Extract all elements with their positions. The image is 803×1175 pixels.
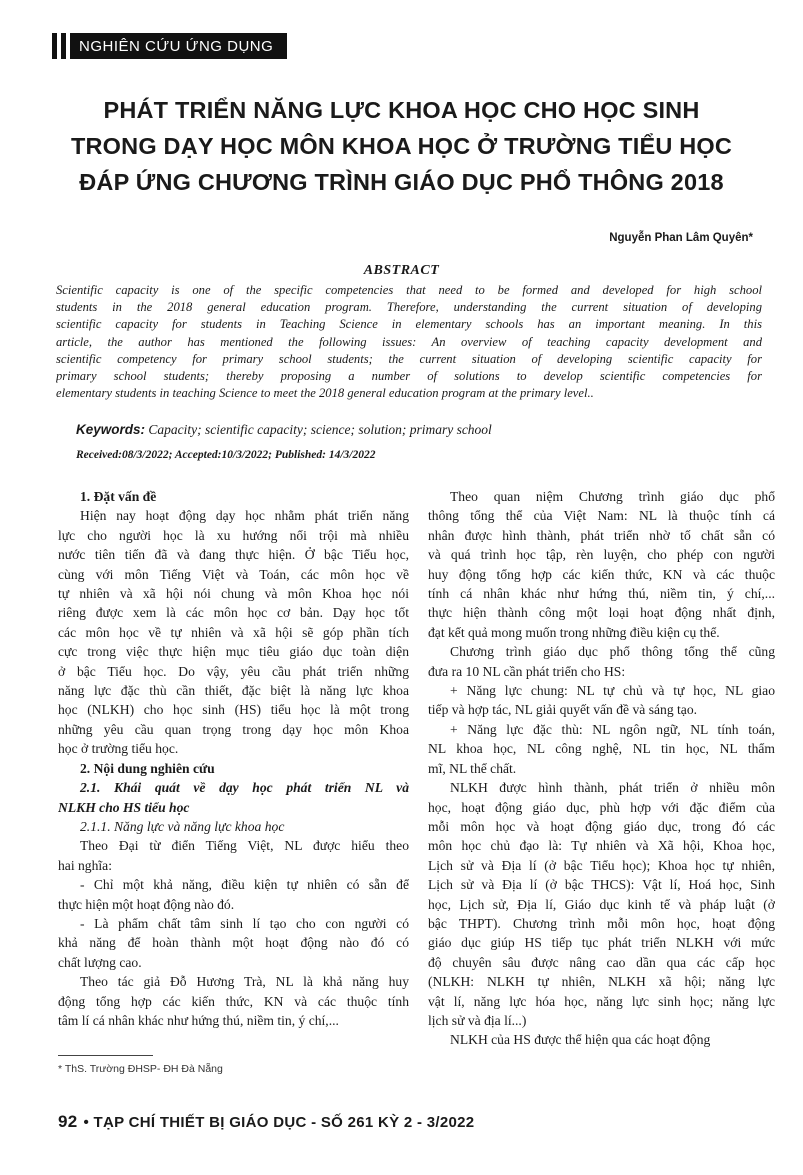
header-bar (61, 33, 66, 59)
body-line: các môn học về tự nhiên và xã hội sẽ góp phần tích (58, 624, 409, 640)
abstract-line: article, the author has mentioned the following issues: An overview of teaching capacity development and (56, 334, 762, 349)
body-line: cực trong việc thực hiện mục tiêu giáo dục toàn diện (58, 644, 409, 660)
body-line: độ chuyên sâu được nâng cao dần qua các cấp học (428, 954, 775, 970)
body-line: đạt kết quả mong muốn trong những điều kiện cụ thể. (428, 624, 720, 640)
header-bar (52, 33, 57, 59)
author-name: Nguyễn Phan Lâm Quyên* (609, 232, 753, 244)
body-line: học (NLKH) cho học sinh (HS) tiểu học là một trong (58, 702, 409, 718)
body-line: khả năng để hoàn thành một hoạt động nào đó có (58, 935, 409, 951)
body-line: Chương trình giáo dục phổ thông tổng thể cũng (450, 644, 775, 660)
body-line: cùng với môn Tiếng Việt và Toán, các môn học về (58, 566, 409, 582)
body-line: động tổng hợp các kiến thức, KN và các thuộc tính (58, 993, 409, 1009)
abstract-line: scientific capacity for students in Teaching Science in elementary schools has an important meaning. In this (56, 317, 762, 332)
footnote: * ThS. Trường ĐHSP- ĐH Đà Nẵng (58, 1063, 223, 1075)
title-line: ĐÁP ỨNG CHƯƠNG TRÌNH GIÁO DỤC PHỔ THÔNG 2018 (79, 169, 724, 195)
keywords-text: Capacity; scientific capacity; science; solution; primary school (145, 422, 492, 437)
body-line: vật lí, năng lực hóa học, năng lực sinh học; năng lực (428, 993, 775, 1009)
keywords (76, 422, 492, 438)
abstract-line: Scientific capacity is one of the specific competencies that need to be formed and developed for high school (56, 283, 762, 297)
body-line: thông tổng thể của Việt Nam: NL là thuộc tính cá (428, 508, 775, 524)
abstract-line: scientific competency for primary school students; the current situation of developing scientific capacity for (56, 351, 762, 366)
body-line: Lịch sử và Địa lí (ở bậc THCS): Vật lí, Hoá học, Sinh (428, 877, 775, 893)
body-line: ở bậc Tiểu học. Do vậy, yêu cầu phát triển những (58, 663, 409, 679)
abstract-line: students in the 2018 general education program. Therefore, understanding the current situation of developing (56, 300, 762, 315)
section-label: NGHIÊN CỨU ỨNG DỤNG (70, 33, 287, 59)
body-line: tự nhiên và xã hội nói chung và môn Khoa học nói (58, 586, 409, 602)
body-line: - Là phẩm chất tâm sinh lí tạo cho con người có (80, 915, 409, 931)
body-line: tâm lí cá nhân khác như hứng thú, niềm tin, ý chí,... (58, 1012, 339, 1028)
journal-name: • TẠP CHÍ THIẾT BỊ GIÁO DỤC - SỐ 261 KỲ 2 - 3/2022 (83, 1114, 475, 1131)
body-line: NL khoa học, NL công nghệ, NL tin học, NL thẩm (428, 741, 775, 757)
body-line: lịch sử và địa lí...) (428, 1012, 527, 1028)
page-number: 92 (58, 1112, 78, 1131)
heading-2-1: NLKH cho HS tiểu học (58, 799, 190, 815)
body-line: thực hiện thành công một loại hoạt động nhất định, (428, 605, 775, 621)
title-line: PHÁT TRIỂN NĂNG LỰC KHOA HỌC CHO HỌC SINH (103, 97, 700, 123)
body-line: thực hiện một hoạt động nào đó. (58, 896, 235, 912)
body-line: tính cá nhân khác như hứng thú, niềm tin, ý chí,... (428, 586, 775, 602)
body-line: những yêu cầu quan trọng trong dạy học môn Khoa (58, 721, 409, 737)
body-line: Hiện nay hoạt động dạy học nhằm phát triển năng (80, 508, 409, 524)
body-line: tiếp và hợp tác, NL giải quyết vấn đề và sáng tạo. (428, 702, 698, 718)
abstract-body (56, 282, 762, 402)
section-header (52, 33, 287, 59)
body-line: mĩ, NL thể chất. (428, 760, 517, 776)
body-line: hai nghĩa: (58, 857, 112, 873)
body-line: học ở trường tiểu học. (58, 741, 179, 757)
body-line: (NLKH: NLKH tự nhiên, NLKH xã hội; năng lực (428, 974, 775, 990)
heading-1: 1. Đặt vấn đề (80, 489, 157, 504)
body-line: + Năng lực chung: NL tự chủ và tự học, NL giao (450, 683, 775, 699)
heading-2-1: 2.1. Khái quát về dạy học phát triển NL và (80, 780, 409, 796)
keywords-label: Keywords: (76, 422, 146, 437)
heading-2-1-1: 2.1.1. Năng lực và năng lực khoa học (80, 818, 285, 834)
right-column (428, 487, 775, 1050)
body-line: huy động tổng hợp các kiến thức, KN và các thuộc (428, 566, 775, 582)
body-line: giáo dục giúp HS tiếp tục phát triển NLKH với mức (428, 935, 775, 951)
body-line: NLKH của HS được thể hiện qua các hoạt động (450, 1032, 711, 1048)
body-line: - Chỉ một khả năng, điều kiện tự nhiên có sẵn để (80, 877, 409, 893)
abstract-line: primary school students; thereby proposing a number of solutions to develop scientific competencies for (56, 369, 762, 384)
body-line: học, hoạt động giáo dục, phù hợp với đặc điểm của (428, 799, 775, 815)
body-line: đưa ra 10 NL cần phát triển cho HS: (428, 663, 626, 679)
body-line: mỗi môn học và hoạt động giáo dục, trong đó các (428, 818, 775, 834)
body-line: + Năng lực đặc thù: NL ngôn ngữ, NL tính toán, (450, 721, 775, 737)
abstract-line: elementary students in teaching Science to meet the 2018 general education program at the primary level.. (56, 386, 594, 401)
abstract-heading: ABSTRACT (363, 263, 440, 278)
received-dates: Received:08/3/2022; Accepted:10/3/2022; Published: 14/3/2022 (76, 449, 376, 461)
body-line: nhân được hình thành, phát triển nhờ tố chất sẵn có (428, 527, 775, 543)
body-line: NLKH được hình thành, phát triển ở nhiều môn (450, 780, 775, 796)
body-line: Theo quan niệm Chương trình giáo dục phổ (450, 489, 775, 504)
body-line: riêng được xem là các môn học cơ bản. Dạy học tốt (58, 605, 409, 621)
title-line: TRONG DẠY HỌC MÔN KHOA HỌC Ở TRƯỜNG TIỂU HỌC (70, 133, 733, 159)
article-title (40, 92, 763, 200)
body-line: năng lực đặc thù cần thiết, đặc biệt là năng lực khoa (58, 683, 409, 699)
left-column (58, 487, 409, 1030)
heading-2: 2. Nội dung nghiên cứu (80, 760, 215, 776)
body-line: Theo Đại từ điển Tiếng Việt, NL được hiểu theo (80, 838, 409, 854)
body-line: và quá trình học tập, rèn luyện, cho phép con người (428, 547, 775, 563)
page-footer (58, 1112, 474, 1132)
body-line: bậc THPT). Chương trình mỗi môn học, hoạt động (428, 915, 775, 931)
body-line: lực cho người học là xu hướng nổi trội mà nhiều (58, 527, 409, 543)
body-line: Lịch sử và Địa lí (ở bậc Tiểu học); Khoa học tự nhiên, (428, 857, 775, 873)
footnote-rule (58, 1055, 153, 1056)
body-line: nước tiên tiến đã và đang thực hiện. Ở bậc Tiểu học, (58, 547, 409, 563)
body-line: chất lượng cao. (58, 954, 142, 970)
body-line: học, Lịch sử, Địa lí, Giáo dục kinh tế và pháp luật (ở (428, 896, 775, 912)
body-line: môn học chủ đạo là: Tự nhiên và Xã hội, Khoa học, (428, 838, 775, 854)
body-line: Theo tác giả Đỗ Hương Trà, NL là khả năng huy (80, 974, 409, 990)
